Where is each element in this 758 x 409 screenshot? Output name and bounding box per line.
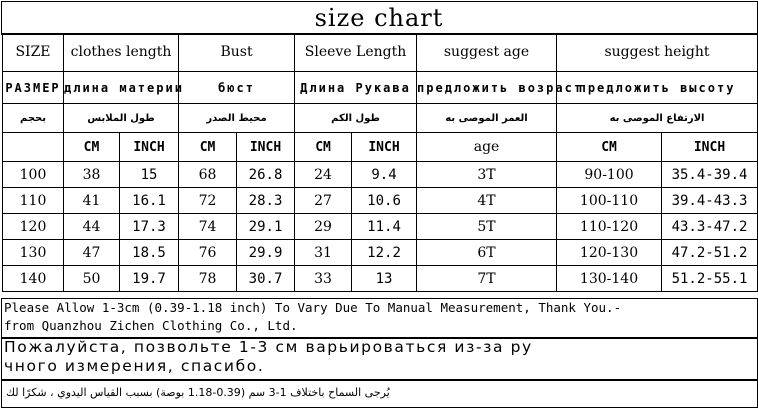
header-ar-size: بحجم xyxy=(3,104,64,133)
cell-height-in: 51.2-55.1 xyxy=(662,266,758,292)
header-ar-suggest-height: الارتفاع الموصى به xyxy=(557,104,758,133)
cell-bust-cm: 76 xyxy=(179,240,237,266)
cell-sleeve-in: 9.4 xyxy=(352,162,417,188)
cell-height-in: 43.3-47.2 xyxy=(662,214,758,240)
table-row xyxy=(3,266,758,292)
cell-height-cm: 130-140 xyxy=(557,266,662,292)
size-table xyxy=(2,33,758,292)
cell-sleeve-cm: 33 xyxy=(295,266,352,292)
table-row xyxy=(3,188,758,214)
header-ru-clothes-length: длина материи xyxy=(64,72,179,104)
cell-len-in: 17.3 xyxy=(120,214,179,240)
cell-len-cm: 47 xyxy=(64,240,120,266)
unit-blank xyxy=(3,133,64,162)
cell-size: 140 xyxy=(3,266,64,292)
unit-row xyxy=(3,133,758,162)
cell-age: 4T xyxy=(417,188,557,214)
header-row-en xyxy=(3,34,758,72)
cell-sleeve-cm: 29 xyxy=(295,214,352,240)
note-russian xyxy=(2,338,757,378)
cell-size: 130 xyxy=(3,240,64,266)
header-ru-bust: бюст xyxy=(179,72,295,104)
cell-bust-in: 26.8 xyxy=(237,162,295,188)
header-ar-suggest-age: العمر الموصى به xyxy=(417,104,557,133)
cell-bust-in: 28.3 xyxy=(237,188,295,214)
unit-inch: INCH xyxy=(120,133,179,162)
cell-len-in: 19.7 xyxy=(120,266,179,292)
note-ru-line1: Пожалуйста, позвольте 1-3 см варьироваться из-за ру xyxy=(4,338,533,356)
cell-size: 100 xyxy=(3,162,64,188)
cell-len-cm: 50 xyxy=(64,266,120,292)
header-suggest-height: suggest height xyxy=(557,34,758,72)
unit-cm: CM xyxy=(295,133,352,162)
cell-size: 110 xyxy=(3,188,64,214)
header-ar-bust: محيط الصدر xyxy=(179,104,295,133)
cell-age: 7T xyxy=(417,266,557,292)
unit-age: age xyxy=(417,133,557,162)
header-ru-sleeve-length: Длина Рукава xyxy=(295,72,417,104)
note-english xyxy=(2,299,757,336)
cell-len-cm: 41 xyxy=(64,188,120,214)
chart-title: size chart xyxy=(314,4,444,32)
cell-len-in: 18.5 xyxy=(120,240,179,266)
cell-len-cm: 44 xyxy=(64,214,120,240)
cell-bust-in: 30.7 xyxy=(237,266,295,292)
note-arabic: يُرجى السماح باختلاف 1-3 سم (0.39-1.18 بوصة) بسبب القياس اليدوي ، شكرًا لك xyxy=(6,386,390,399)
cell-bust-in: 29.9 xyxy=(237,240,295,266)
header-sleeve-length: Sleeve Length xyxy=(295,34,417,72)
cell-len-in: 16.1 xyxy=(120,188,179,214)
cell-len-cm: 38 xyxy=(64,162,120,188)
table-row xyxy=(3,214,758,240)
cell-bust-cm: 72 xyxy=(179,188,237,214)
note-en-line1: Please Allow 1-3cm (0.39-1.18 inch) To Vary Due To Manual Measurement, Thank You.- xyxy=(4,300,622,315)
unit-cm: CM xyxy=(179,133,237,162)
cell-sleeve-in: 13 xyxy=(352,266,417,292)
cell-height-in: 47.2-51.2 xyxy=(662,240,758,266)
cell-height-in: 39.4-43.3 xyxy=(662,188,758,214)
cell-bust-in: 29.1 xyxy=(237,214,295,240)
unit-cm: CM xyxy=(64,133,120,162)
cell-height-cm: 120-130 xyxy=(557,240,662,266)
table-row xyxy=(3,162,758,188)
cell-sleeve-cm: 27 xyxy=(295,188,352,214)
cell-sleeve-in: 10.6 xyxy=(352,188,417,214)
header-bust: Bust xyxy=(179,34,295,72)
unit-inch: INCH xyxy=(237,133,295,162)
cell-height-cm: 110-120 xyxy=(557,214,662,240)
header-ar-clothes-length: طول الملابس xyxy=(64,104,179,133)
cell-height-cm: 100-110 xyxy=(557,188,662,214)
cell-sleeve-in: 11.4 xyxy=(352,214,417,240)
header-row-ru xyxy=(3,72,758,104)
unit-inch: INCH xyxy=(352,133,417,162)
cell-len-in: 15 xyxy=(120,162,179,188)
header-ru-size: РАЗМЕР xyxy=(3,72,64,104)
note-en-line2: from Quanzhou Zichen Clothing Co., Ltd. xyxy=(4,318,298,333)
cell-age: 6T xyxy=(417,240,557,266)
note-ru-line2: чного измерения, спасибо. xyxy=(4,357,265,375)
header-size: SIZE xyxy=(3,34,64,72)
header-ru-suggest-height: предложить высоту xyxy=(557,72,758,104)
cell-height-cm: 90-100 xyxy=(557,162,662,188)
header-ar-sleeve-length: طول الكم xyxy=(295,104,417,133)
header-row-ar xyxy=(3,104,758,133)
cell-sleeve-cm: 24 xyxy=(295,162,352,188)
cell-age: 3T xyxy=(417,162,557,188)
cell-sleeve-in: 12.2 xyxy=(352,240,417,266)
unit-cm: CM xyxy=(557,133,662,162)
header-clothes-length: clothes length xyxy=(64,34,179,72)
table-row xyxy=(3,240,758,266)
cell-age: 5T xyxy=(417,214,557,240)
header-ru-suggest-age: предложить возраст xyxy=(417,72,557,104)
cell-bust-cm: 68 xyxy=(179,162,237,188)
cell-size: 120 xyxy=(3,214,64,240)
unit-inch: INCH xyxy=(662,133,758,162)
cell-bust-cm: 78 xyxy=(179,266,237,292)
cell-sleeve-cm: 31 xyxy=(295,240,352,266)
header-suggest-age: suggest age xyxy=(417,34,557,72)
cell-bust-cm: 74 xyxy=(179,214,237,240)
cell-height-in: 35.4-39.4 xyxy=(662,162,758,188)
